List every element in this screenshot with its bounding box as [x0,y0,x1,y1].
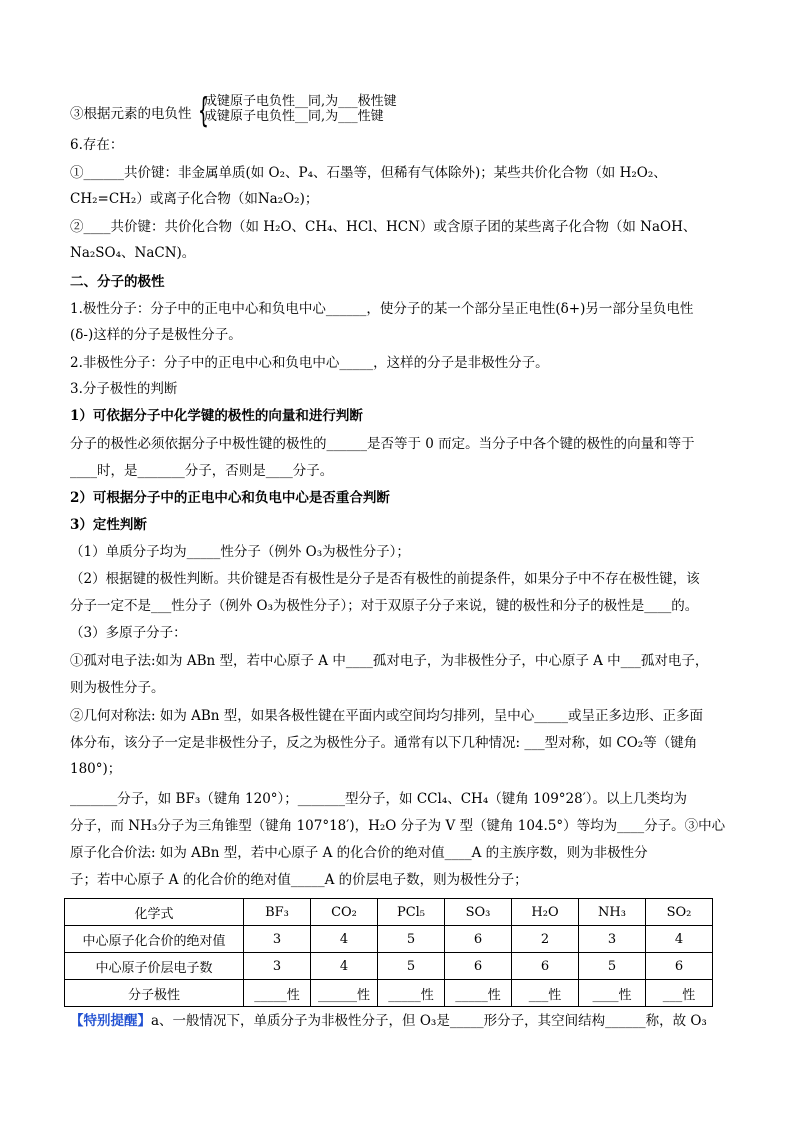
table-cell: ______性 [311,980,378,1007]
text-line: ②几何对称法: 如为 ABn 型，如果各极性键在平面内或空间均匀排列，呈中心_____或呈正多边形、正多面 [70,708,704,724]
existence-p1b: CH₂=CH₂）或离子化合物（如Na₂O₂)； [70,191,319,207]
text-line: 1.极性分子：分子中的正电中心和负电中心______，使分子的某一个部分呈正电性(δ+)另一部分呈负电性 [70,301,694,317]
table-header-cell: SO₂ [646,899,713,926]
existence-p1a: ①______共价键：非金属单质(如 O₂、P₄、石墨等，但稀有气体除外)；某些共价化合物（如 H₂O₂、 [70,165,667,181]
text-line: 子；若中心原子 A 的化合价的绝对值_____A 的价层电子数，则为极性分子； [70,872,528,888]
table-cell: 6 [646,953,713,980]
table-row [65,980,713,1007]
text-line: 体分布，该分子一定是非极性分子，反之为极性分子。通常有以下几种情况: ___型对称，如 CO₂等（键角 [70,735,698,751]
table-cell: 3 [244,953,311,980]
text-line: 分子，而 NH₃分子为三角锥型（键角 107°18′)，H₂O 分子为 V 型（键角 104.5°）等均为____分子。③中心 [70,818,726,834]
table-cell: 3 [244,926,311,953]
text-line: ①孤对电子法:如为 ABn 型，若中心原子 A 中____孤对电子，为非极性分子，中心原子 A 中___孤对电子， [70,653,709,669]
text-line: 180°)； [70,761,122,777]
table-cell: ___性 [512,980,579,1007]
subheading: 1）可依据分子中化学键的极性的向量和进行判断 [70,408,363,424]
table-cell: 分子极性 [65,980,244,1007]
text-line: 分子的极性必须依据分子中极性键的极性的______是否等于 0 而定。当分子中各个键的极性的向量和等于 [70,436,695,452]
table-header-cell: BF₃ [244,899,311,926]
table-cell: 6 [445,926,512,953]
table-cell: _____性 [378,980,445,1007]
polarity-table [64,898,713,1007]
existence-title: 6.存在： [70,137,124,153]
table-cell: 5 [579,953,646,980]
table-header-cell: CO₂ [311,899,378,926]
text-line: ____时，是_______分子，否则是____分子。 [70,463,334,479]
table-cell: 6 [445,953,512,980]
criterion-option-1: 成键原子电负性__同,为___极性键 [204,94,397,109]
subheading: 2）可根据分子中的正电中心和负电中心是否重合判断 [70,490,390,506]
criterion-options [204,94,397,124]
text-line: 3.分子极性的判断 [70,381,178,397]
table-cell: 4 [311,953,378,980]
table-header-cell: SO₃ [445,899,512,926]
table-cell: 4 [311,926,378,953]
table-cell: 中心原子化合价的绝对值 [65,926,244,953]
table-cell: 4 [646,926,713,953]
table-header-cell: NH₃ [579,899,646,926]
table-cell: _____性 [244,980,311,1007]
table-row [65,926,713,953]
special-tip-text: a、一般情况下，单质分子为非极性分子，但 O₃是_____形分子，其空间结构______称，故 O₃ [151,1013,707,1029]
text-line: （3）多原子分子： [70,625,187,641]
table-cell: ____性 [579,980,646,1007]
subheading: 3）定性判断 [70,517,147,533]
text-line: 2.非极性分子：分子中的正电中心和负电中心_____，这样的分子是非极性分子。 [70,355,549,371]
table-row [65,953,713,980]
table-cell: 6 [512,953,579,980]
criterion-label: ③根据元素的电负性 [70,106,192,122]
table-cell: 3 [579,926,646,953]
table-cell: ___性 [646,980,713,1007]
left-brace-icon: { [198,91,209,131]
table-cell: 中心原子价层电子数 [65,953,244,980]
special-tip [70,1012,724,1030]
text-line: （1）单质分子均为_____性分子（例外 O₃为极性分子）； [70,544,410,560]
table-cell: 5 [378,953,445,980]
criterion-option-2: 成键原子电负性__同,为___性键 [204,109,384,124]
table-cell: 5 [378,926,445,953]
table-header-cell: 化学式 [65,899,244,926]
table-header-row [65,899,713,926]
table-cell: 2 [512,926,579,953]
existence-p2b: Na₂SO₄、NaCN)。 [70,245,196,261]
text-line: （2）根据键的极性判断。共价键是否有极性是分子是否有极性的前提条件，如果分子中不存在极性键，该 [70,571,700,587]
text-line: (δ-)这样的分子是极性分子。 [70,327,242,343]
text-line: 分子一定不是___性分子（例外 O₃为极性分子）；对于双原子分子来说，键的极性和分子的极性是____的。 [70,598,699,614]
text-line: 原子化合价法: 如为 ABn 型，若中心原子 A 的化合价的绝对值____A 的主族序数，则为非极性分 [70,845,648,861]
text-line: _______分子，如 BF₃（键角 120°）；_______型分子，如 CCl₄、CH₄（键角 109°28′）。以上几类均为 [70,791,688,807]
existence-p2a: ②____共价键：共价化合物（如 H₂O、CH₄、HCl、HCN）或含原子团的某些离子化合物（如 NaOH、 [70,219,697,235]
table-cell: _____性 [445,980,512,1007]
table-header-cell: H₂O [512,899,579,926]
special-tip-label: 【特别提醒】 [70,1013,151,1029]
text-line: 则为极性分子。 [70,680,165,696]
section-title: 二、分子的极性 [70,274,165,290]
table-header-cell: PCl₅ [378,899,445,926]
